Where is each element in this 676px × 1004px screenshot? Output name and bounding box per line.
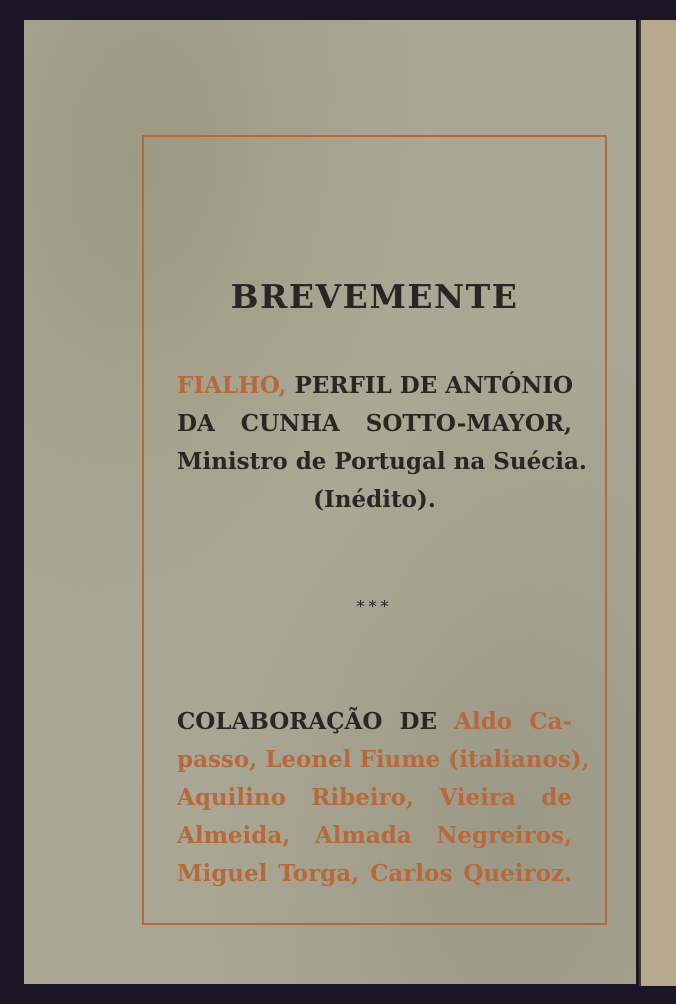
page-title: BREVEMENTE xyxy=(230,277,519,316)
separator-asterisks: *** xyxy=(356,597,393,616)
book-page xyxy=(24,20,636,984)
collaboration-line-4: Almeida, Almada Negreiros, xyxy=(177,822,572,849)
collaboration-line-3: Aquilino Ribeiro, Vieira de xyxy=(177,784,572,811)
adjacent-page-edge xyxy=(639,20,676,986)
collaboration-line-5: Miguel Torga, Carlos Queiroz. xyxy=(177,860,572,887)
collaboration-line-2: passo, Leonel Fiume (italianos), xyxy=(177,746,590,773)
announcement-line-1-rest: PERFIL DE ANTÓNIO xyxy=(294,372,574,399)
collaboration-line-1 xyxy=(177,703,572,741)
decorative-border-frame xyxy=(142,135,607,925)
collaboration-block xyxy=(177,703,590,893)
collaboration-names-1: Aldo Ca- xyxy=(454,708,572,735)
announcement-line-3: Ministro de Portugal na Suécia. xyxy=(177,448,587,475)
collaboration-prefix: COLABORAÇÃO DE xyxy=(177,708,437,735)
announcement-block xyxy=(177,367,587,519)
announcement-line-2: DA CUNHA SOTTO-MAYOR, xyxy=(177,410,572,437)
announcement-line-1 xyxy=(177,367,572,405)
announcement-line-4: (Inédito). xyxy=(313,486,436,513)
announcement-highlight: FIALHO, xyxy=(177,372,287,399)
